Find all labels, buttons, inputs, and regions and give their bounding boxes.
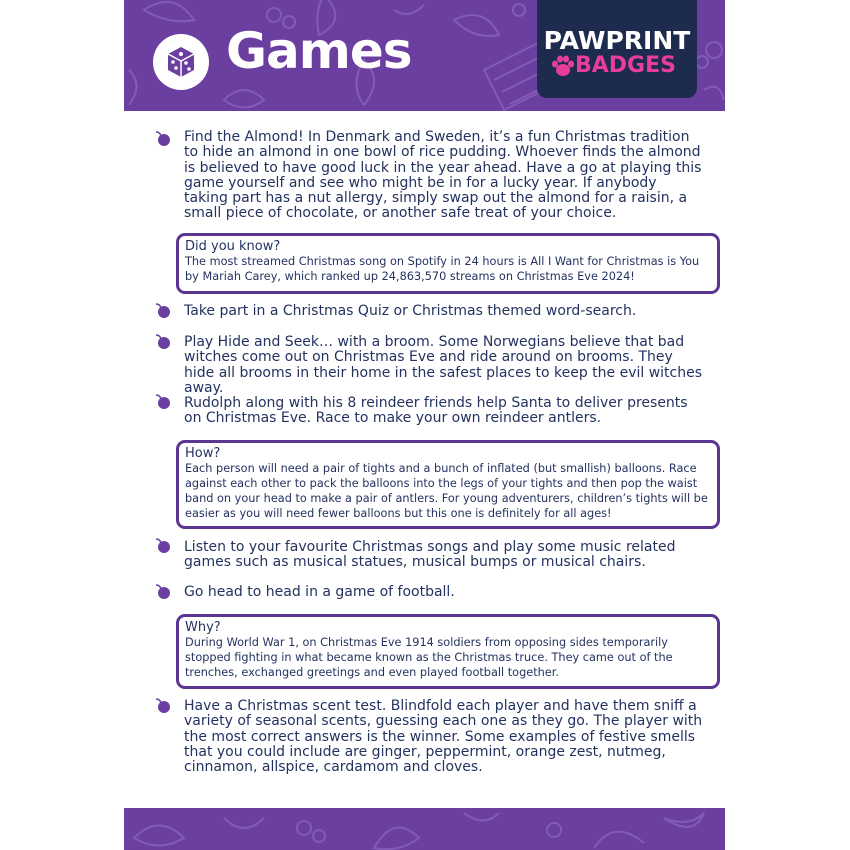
box-text: The most streamed Christmas song on Spotify in 24 hours is All I Want for Christmas is You by Mariah Carey, which ranked up 24,863,570 streams on Christmas Eve 2024! [185, 255, 700, 283]
box-text: Each person will need a pair of tights and a bunch of inflated (but smallish) balloons. Race against each other to pack the balloons into the legs of your tights and then pop the waist band on your head to make a pair of antlers. For young adventurers, children’s tights will be easier as you will need fewer balloons but this one is definitely for all ages! [185, 462, 708, 520]
logo-text-bottom: BADGES [575, 53, 676, 78]
list-item: Take part in a Christmas Quiz or Christmas themed word-search. [184, 303, 637, 319]
list-item: Play Hide and Seek… with a broom. Some Norwegians believe that bad witches come out on Christmas Eve and ride around on brooms. They hide all brooms in their home in the safest places to keep the evil witches away. [184, 334, 703, 396]
logo-text-top: PAWPRINT [543, 26, 691, 55]
why-box [176, 614, 720, 689]
bauble-bullet-icon [154, 537, 170, 553]
dice-badge [153, 34, 209, 90]
bauble-bullet-icon [154, 393, 170, 409]
how-box [176, 440, 720, 529]
pawprint-badges-logo [537, 0, 697, 98]
footer-banner [124, 808, 725, 850]
holly-pattern-decoration [124, 808, 725, 850]
box-title: Why? [185, 620, 221, 635]
bauble-bullet-icon [154, 697, 170, 713]
page [124, 0, 725, 850]
bauble-bullet-icon [154, 130, 170, 146]
list-item: Have a Christmas scent test. Blindfold each player and have them sniff a variety of seasonal scents, guessing each one as they go. The player with the most correct answers is the winner. Some examples of festive smells that you could include are ginger, peppermint, orange zest, nutmeg, cinnamon, allspice, cardamom and cloves. [184, 698, 703, 776]
did-you-know-box [176, 233, 720, 294]
bauble-bullet-icon [154, 583, 170, 599]
box-title: How? [185, 446, 221, 461]
dice-icon [153, 34, 209, 90]
box-title: Did you know? [185, 239, 281, 254]
bauble-bullet-icon [154, 333, 170, 349]
list-item: Rudolph along with his 8 reindeer friends help Santa to deliver presents on Christmas Eve. Race to make your own reindeer antlers. [184, 395, 688, 427]
header-banner [124, 0, 725, 111]
bauble-bullet-icon [154, 302, 170, 318]
paw-icon [551, 55, 575, 77]
page-title: Games [226, 22, 412, 80]
list-item: Find the Almond! In Denmark and Sweden, it’s a fun Christmas tradition to hide an almond in one bowl of rice pudding. Whoever finds the almond is believed to have good luck in the year ahead. Have a go at playing this game yourself and see who might be in for a lucky year. If anybody taking part has a nut allergy, simply swap out the almond for a raisin, a small piece of chocolate, or another safe treat of your choice. [184, 129, 702, 222]
list-item: Go head to head in a game of football. [184, 584, 455, 600]
box-text: During World War 1, on Christmas Eve 1914 soldiers from opposing sides temporarily stopped fighting in what became known as the Christmas truce. They came out of the trenches, exchanged greetings and even played football together. [185, 636, 673, 679]
list-item: Listen to your favourite Christmas songs and play some music related games such as musical statues, musical bumps or musical chairs. [184, 539, 676, 571]
